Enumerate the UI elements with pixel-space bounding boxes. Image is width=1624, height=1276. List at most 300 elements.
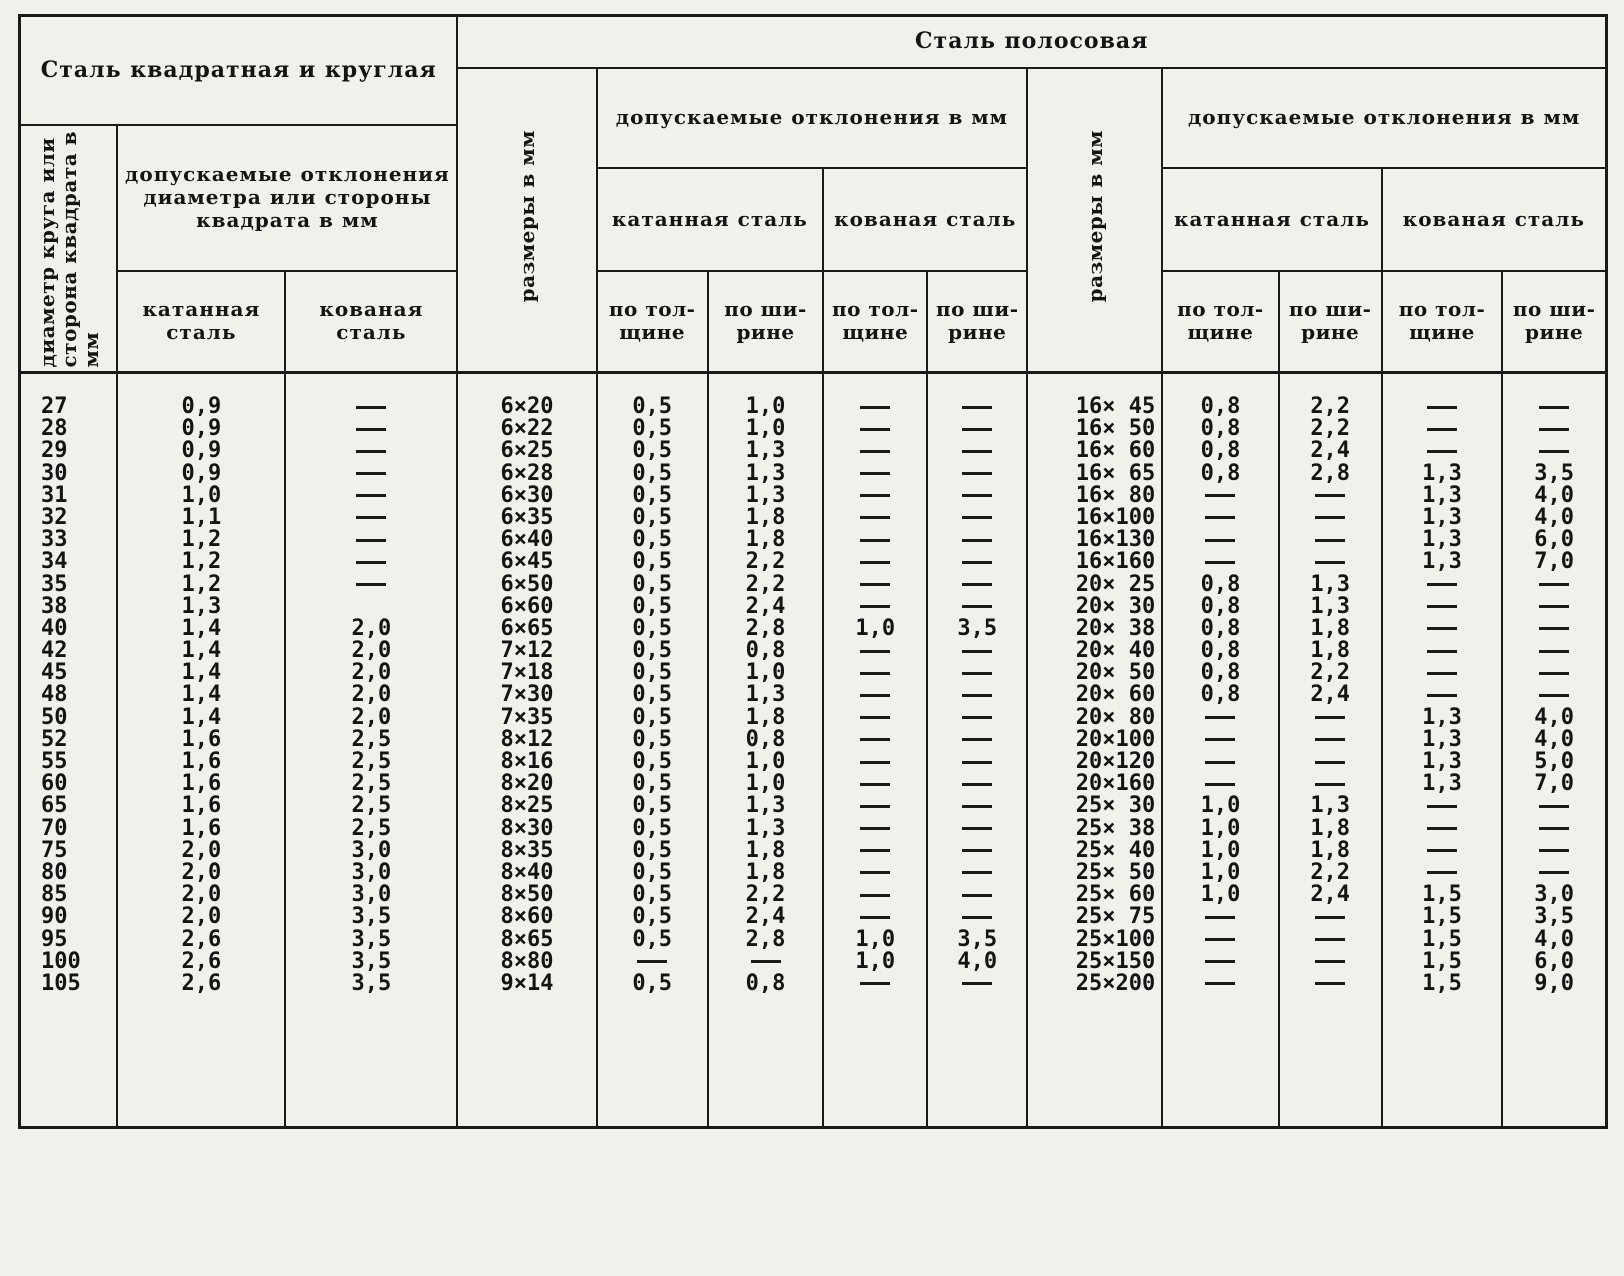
header-r2-width: по ши-рине — [1279, 271, 1382, 373]
dash-mark — [962, 871, 992, 874]
table-cell: 9,0 — [1534, 970, 1574, 996]
table-cell — [928, 773, 1026, 795]
table-cell: 0,5 — [632, 815, 673, 841]
table-cell: 1,5 — [1422, 970, 1462, 996]
table-cell: 6×30 — [500, 482, 554, 508]
table-cell — [1503, 795, 1605, 817]
table-cell: 80 — [41, 859, 68, 885]
header-f2-thick: по тол-щине — [1382, 271, 1503, 373]
table-cell — [1163, 751, 1277, 773]
table-cell — [1163, 507, 1277, 529]
table-cell: 0,5 — [632, 593, 673, 619]
dash-mark — [962, 539, 992, 542]
table-cell — [824, 463, 926, 485]
table-cell: 1,3 — [1422, 527, 1462, 553]
table-cell: 9×14 — [500, 970, 554, 996]
header-square-round: Сталь квадратная и круглая — [20, 16, 458, 125]
table-cell: 40 — [41, 615, 68, 641]
table-cell: 85 — [41, 882, 68, 908]
dash-mark — [356, 472, 386, 475]
dash-mark — [860, 827, 890, 830]
table-cell — [1383, 795, 1502, 817]
dash-mark — [860, 894, 890, 897]
table-cell — [928, 440, 1026, 462]
table-cell: 1,6 — [181, 771, 222, 797]
dash-mark — [1539, 450, 1569, 453]
table-cell: 1,3 — [1310, 593, 1351, 619]
table-cell: 2,2 — [1310, 859, 1351, 885]
table-cell: 8×60 — [500, 904, 554, 930]
dash-mark — [356, 561, 386, 564]
table-cell: 6×22 — [500, 416, 554, 442]
table-cell: 0,8 — [1200, 571, 1241, 597]
table-cell: 2,8 — [745, 926, 786, 952]
dash-mark — [860, 561, 890, 564]
table-cell: 4,0 — [1534, 482, 1574, 508]
dash-mark — [860, 494, 890, 497]
table-cell: 20× 40 — [1075, 638, 1156, 664]
table-cell: 2,2 — [1310, 416, 1351, 442]
table-cell: 2,0 — [351, 638, 392, 664]
table-cell: 4,0 — [1534, 726, 1574, 752]
table-cell: 1,4 — [181, 638, 222, 664]
dash-mark — [1315, 539, 1345, 542]
table-cell: 0,8 — [745, 970, 786, 996]
table-cell: 7×18 — [500, 660, 554, 686]
dash-mark — [356, 428, 386, 431]
table-cell: 0,5 — [632, 571, 673, 597]
table-cell: 2,4 — [1310, 682, 1351, 708]
table-cell — [1163, 485, 1277, 507]
table-cell: 25× 75 — [1075, 904, 1156, 930]
table-cell — [1280, 951, 1381, 973]
dash-mark — [751, 960, 781, 963]
table-cell: 0,8 — [1200, 660, 1241, 686]
dash-mark — [1315, 783, 1345, 786]
dash-mark — [860, 761, 890, 764]
table-cell: 25×200 — [1075, 970, 1156, 996]
table-cell: 8×80 — [500, 948, 554, 974]
dash-mark — [962, 916, 992, 919]
dash-mark — [356, 583, 386, 586]
header-diameter: диаметр круга или сторона квадрата в мм — [20, 125, 118, 373]
table-cell: 1,3 — [1422, 549, 1462, 575]
col-f2-width — [1502, 373, 1606, 1128]
table-cell — [1163, 773, 1277, 795]
dash-mark — [356, 450, 386, 453]
table-cell: 25×150 — [1075, 948, 1156, 974]
dash-mark — [962, 472, 992, 475]
table-cell: 1,0 — [1200, 837, 1241, 863]
dash-mark — [860, 694, 890, 697]
table-cell — [824, 795, 926, 817]
dash-mark — [1427, 849, 1457, 852]
table-cell: 0,5 — [632, 926, 673, 952]
table-cell: 1,6 — [181, 793, 222, 819]
table-cell: 2,2 — [1310, 660, 1351, 686]
table-cell: 20×120 — [1075, 749, 1156, 774]
table-cell: 0,8 — [1200, 460, 1241, 486]
dash-mark — [962, 827, 992, 830]
table-cell: 42 — [41, 638, 68, 664]
table-cell: 0,8 — [1200, 593, 1241, 619]
dash-mark — [860, 539, 890, 542]
table-cell — [1503, 396, 1605, 418]
table-cell: 0,9 — [181, 416, 222, 442]
table-cell — [928, 884, 1026, 906]
dash-mark — [1205, 561, 1235, 564]
table-cell — [1280, 973, 1381, 995]
table-cell: 20×160 — [1075, 771, 1156, 797]
table-cell — [1503, 862, 1605, 884]
table-cell: 3,5 — [351, 926, 392, 952]
table-cell: 1,3 — [1310, 571, 1351, 597]
dash-mark — [1427, 694, 1457, 697]
dash-mark — [1315, 738, 1345, 741]
dash-mark — [962, 783, 992, 786]
table-cell: 1,8 — [1310, 615, 1351, 641]
table-cell: 29 — [41, 438, 68, 464]
dash-mark — [1315, 938, 1345, 941]
table-cell — [928, 529, 1026, 551]
table-cell: 8×12 — [500, 726, 554, 752]
dash-mark — [962, 605, 992, 608]
table-cell: 1,5 — [1422, 926, 1462, 952]
dash-mark — [1539, 406, 1569, 409]
table-cell: 1,3 — [745, 460, 786, 486]
table-cell: 1,6 — [181, 815, 222, 841]
table-cell: 1,0 — [745, 771, 786, 797]
table-cell: 0,5 — [632, 482, 673, 508]
table-cell — [1163, 951, 1277, 973]
table-cell: 20× 30 — [1075, 593, 1156, 619]
header-strip: Сталь полосовая — [457, 16, 1606, 68]
table-cell — [286, 507, 456, 529]
table-cell — [286, 574, 456, 596]
dash-mark — [962, 738, 992, 741]
table-cell: 6×50 — [500, 571, 554, 597]
table-cell: 2,2 — [745, 882, 786, 908]
table-cell: 1,3 — [1422, 749, 1462, 774]
table-cell: 30 — [41, 460, 68, 486]
table-cell: 1,8 — [745, 837, 786, 863]
table-cell — [824, 507, 926, 529]
table-cell — [1280, 551, 1381, 573]
dash-mark — [860, 472, 890, 475]
table-cell: 7×35 — [500, 704, 554, 730]
dash-mark — [1539, 827, 1569, 830]
dash-mark — [962, 761, 992, 764]
table-cell — [928, 906, 1026, 928]
table-cell: 2,2 — [745, 549, 786, 575]
table-cell: 25×100 — [1075, 926, 1156, 952]
table-cell: 2,0 — [181, 882, 222, 908]
table-cell: 90 — [41, 904, 68, 930]
table-cell: 5,0 — [1534, 749, 1574, 774]
table-cell: 8×65 — [500, 926, 554, 952]
dash-mark — [860, 783, 890, 786]
table-cell: 1,8 — [745, 859, 786, 885]
header-sizes-1: размеры в мм — [457, 68, 596, 373]
table-cell: 7×30 — [500, 682, 554, 708]
table-cell — [824, 818, 926, 840]
table-cell — [1503, 818, 1605, 840]
table-cell: 2,2 — [745, 571, 786, 597]
table-cell: 1,0 — [745, 416, 786, 442]
table-cell — [824, 662, 926, 684]
table-cell: 20× 25 — [1075, 571, 1156, 597]
header-f1-width: по ши-рине — [927, 271, 1027, 373]
dash-mark — [860, 916, 890, 919]
dash-mark — [1539, 871, 1569, 874]
table-cell: 1,3 — [745, 438, 786, 464]
table-cell: 0,5 — [632, 726, 673, 752]
table-cell: 3,5 — [351, 904, 392, 930]
table-cell — [1280, 507, 1381, 529]
table-cell: 1,0 — [855, 948, 896, 974]
dash-mark — [860, 516, 890, 519]
table-cell: 1,5 — [1422, 904, 1462, 930]
table-cell: 1,0 — [1200, 793, 1241, 819]
table-cell — [928, 574, 1026, 596]
table-cell: 2,0 — [181, 859, 222, 885]
dash-mark — [860, 406, 890, 409]
table-cell: 1,8 — [1310, 815, 1351, 841]
table-cell — [824, 485, 926, 507]
table-cell: 4,0 — [1534, 704, 1574, 730]
table-cell: 16× 80 — [1075, 482, 1156, 508]
dash-mark — [962, 805, 992, 808]
table-cell: 1,1 — [181, 504, 222, 530]
dash-mark — [1205, 494, 1235, 497]
table-cell: 0,5 — [632, 549, 673, 575]
table-cell: 2,0 — [351, 704, 392, 730]
table-cell: 1,0 — [1200, 859, 1241, 885]
table-cell: 3,5 — [351, 970, 392, 996]
dash-mark — [1205, 783, 1235, 786]
col-f2-thick — [1382, 373, 1503, 1128]
table-cell — [928, 751, 1026, 773]
dash-mark — [1539, 428, 1569, 431]
table-cell — [928, 840, 1026, 862]
table-cell: 95 — [41, 926, 68, 952]
table-cell: 32 — [41, 504, 68, 530]
dash-mark — [1427, 583, 1457, 586]
table-cell — [928, 795, 1026, 817]
table-cell — [824, 640, 926, 662]
table-cell — [709, 951, 822, 973]
table-cell: 0,9 — [181, 460, 222, 486]
table-cell — [824, 773, 926, 795]
table-cell — [824, 840, 926, 862]
table-cell: 1,0 — [745, 394, 786, 419]
dash-mark — [860, 605, 890, 608]
table-cell: 7,0 — [1534, 549, 1574, 575]
table-cell: 2,8 — [745, 615, 786, 641]
dash-mark — [1315, 982, 1345, 985]
table-cell: 16×100 — [1075, 504, 1156, 530]
table-cell — [928, 973, 1026, 995]
table-cell: 1,8 — [745, 527, 786, 553]
dash-mark — [356, 406, 386, 409]
table-cell — [286, 396, 456, 418]
table-cell: 25× 40 — [1075, 837, 1156, 863]
dash-mark — [1539, 805, 1569, 808]
header-sq-rolled: катанная сталь — [117, 271, 285, 373]
table-cell — [928, 729, 1026, 751]
col-r1-thick — [597, 373, 708, 1128]
table-cell: 6,0 — [1534, 527, 1574, 553]
table-cell: 0,5 — [632, 527, 673, 553]
table-cell: 6×20 — [500, 394, 554, 419]
table-cell: 3,5 — [957, 926, 998, 952]
table-cell: 16×160 — [1075, 549, 1156, 575]
dash-mark — [1539, 650, 1569, 653]
table-cell: 0,5 — [632, 394, 673, 419]
dash-mark — [860, 450, 890, 453]
table-cell: 105 — [41, 970, 81, 996]
table-cell: 0,9 — [181, 394, 222, 419]
dash-mark — [1205, 738, 1235, 741]
table-cell: 28 — [41, 416, 68, 442]
dash-mark — [1315, 561, 1345, 564]
table-cell — [1163, 973, 1277, 995]
table-cell: 34 — [41, 549, 68, 575]
steel-tolerance-table-sheet — [18, 14, 1608, 1129]
table-cell: 1,3 — [1422, 504, 1462, 530]
table-cell: 1,6 — [181, 726, 222, 752]
table-cell: 0,8 — [745, 638, 786, 664]
table-cell: 1,3 — [1422, 726, 1462, 752]
table-cell: 0,5 — [632, 904, 673, 930]
table-cell — [928, 640, 1026, 662]
table-cell: 16× 50 — [1075, 416, 1156, 442]
table-cell: 16× 60 — [1075, 438, 1156, 464]
table-cell: 1,8 — [745, 704, 786, 730]
table-cell: 1,0 — [1200, 882, 1241, 908]
table-cell — [286, 485, 456, 507]
table-cell: 65 — [41, 793, 68, 819]
table-cell: 1,0 — [745, 749, 786, 774]
dash-mark — [1315, 960, 1345, 963]
table-cell: 3,5 — [351, 948, 392, 974]
table-cell: 2,5 — [351, 749, 392, 774]
table-cell: 2,5 — [351, 815, 392, 841]
table-cell — [1280, 529, 1381, 551]
dash-mark — [1315, 716, 1345, 719]
table-cell — [1280, 485, 1381, 507]
dash-mark — [860, 672, 890, 675]
table-cell — [1280, 929, 1381, 951]
table-cell: 0,5 — [632, 704, 673, 730]
dash-mark — [1427, 627, 1457, 630]
dash-mark — [1427, 805, 1457, 808]
table-cell — [286, 418, 456, 440]
table-cell — [1280, 729, 1381, 751]
table-cell: 55 — [41, 749, 68, 774]
table-cell: 1,3 — [745, 682, 786, 708]
table-cell: 1,3 — [1422, 771, 1462, 797]
dash-mark — [860, 849, 890, 852]
table-cell: 3,5 — [1534, 904, 1574, 930]
table-cell: 16×130 — [1075, 527, 1156, 553]
dash-mark — [356, 494, 386, 497]
dash-mark — [1427, 672, 1457, 675]
table-cell: 2,4 — [745, 904, 786, 930]
table-cell: 0,8 — [1200, 416, 1241, 442]
table-cell: 1,3 — [1422, 460, 1462, 486]
table-cell — [1383, 596, 1502, 618]
table-cell: 2,4 — [1310, 882, 1351, 908]
table-cell — [1383, 840, 1502, 862]
dash-mark — [1539, 605, 1569, 608]
table-cell: 0,8 — [1200, 438, 1241, 464]
table-cell: 6×60 — [500, 593, 554, 619]
table-cell — [1280, 773, 1381, 795]
table-cell — [1280, 751, 1381, 773]
table-cell: 20× 38 — [1075, 615, 1156, 641]
table-cell: 6×65 — [500, 615, 554, 641]
table-cell: 1,2 — [181, 549, 222, 575]
dash-mark — [1315, 761, 1345, 764]
dash-mark — [356, 539, 386, 542]
table-cell: 0,8 — [745, 726, 786, 752]
dash-mark — [860, 650, 890, 653]
table-cell: 1,2 — [181, 571, 222, 597]
table-cell — [928, 485, 1026, 507]
table-cell: 3,0 — [351, 882, 392, 908]
dash-mark — [962, 406, 992, 409]
table-cell: 0,5 — [632, 882, 673, 908]
table-cell: 1,3 — [1310, 793, 1351, 819]
table-cell: 25× 50 — [1075, 859, 1156, 885]
table-cell: 1,5 — [1422, 948, 1462, 974]
table-cell — [928, 684, 1026, 706]
dash-mark — [1315, 516, 1345, 519]
table-cell — [824, 574, 926, 596]
table-cell — [824, 440, 926, 462]
table-cell — [1280, 707, 1381, 729]
table-cell: 8×40 — [500, 859, 554, 885]
table-cell: 1,6 — [181, 749, 222, 774]
col-size-2 — [1027, 373, 1162, 1128]
table-cell — [1163, 529, 1277, 551]
table-cell: 8×30 — [500, 815, 554, 841]
dash-mark — [637, 960, 667, 963]
dash-mark — [1539, 849, 1569, 852]
dash-mark — [860, 716, 890, 719]
table-cell — [1503, 662, 1605, 684]
table-cell: 45 — [41, 660, 68, 686]
table-cell: 25× 38 — [1075, 815, 1156, 841]
table-cell — [1383, 862, 1502, 884]
dash-mark — [860, 805, 890, 808]
table-cell: 35 — [41, 571, 68, 597]
table-cell: 0,8 — [1200, 615, 1241, 641]
table-cell: 0,5 — [632, 460, 673, 486]
table-cell: 1,5 — [1422, 882, 1462, 908]
table-cell: 6×28 — [500, 460, 554, 486]
table-cell — [1383, 418, 1502, 440]
table-cell: 1,4 — [181, 615, 222, 641]
table-cell: 1,0 — [1200, 815, 1241, 841]
table-cell — [928, 507, 1026, 529]
table-cell: 25× 30 — [1075, 793, 1156, 819]
table-cell: 1,4 — [181, 660, 222, 686]
table-cell: 0,5 — [632, 793, 673, 819]
dash-mark — [1205, 916, 1235, 919]
dash-mark — [1427, 605, 1457, 608]
